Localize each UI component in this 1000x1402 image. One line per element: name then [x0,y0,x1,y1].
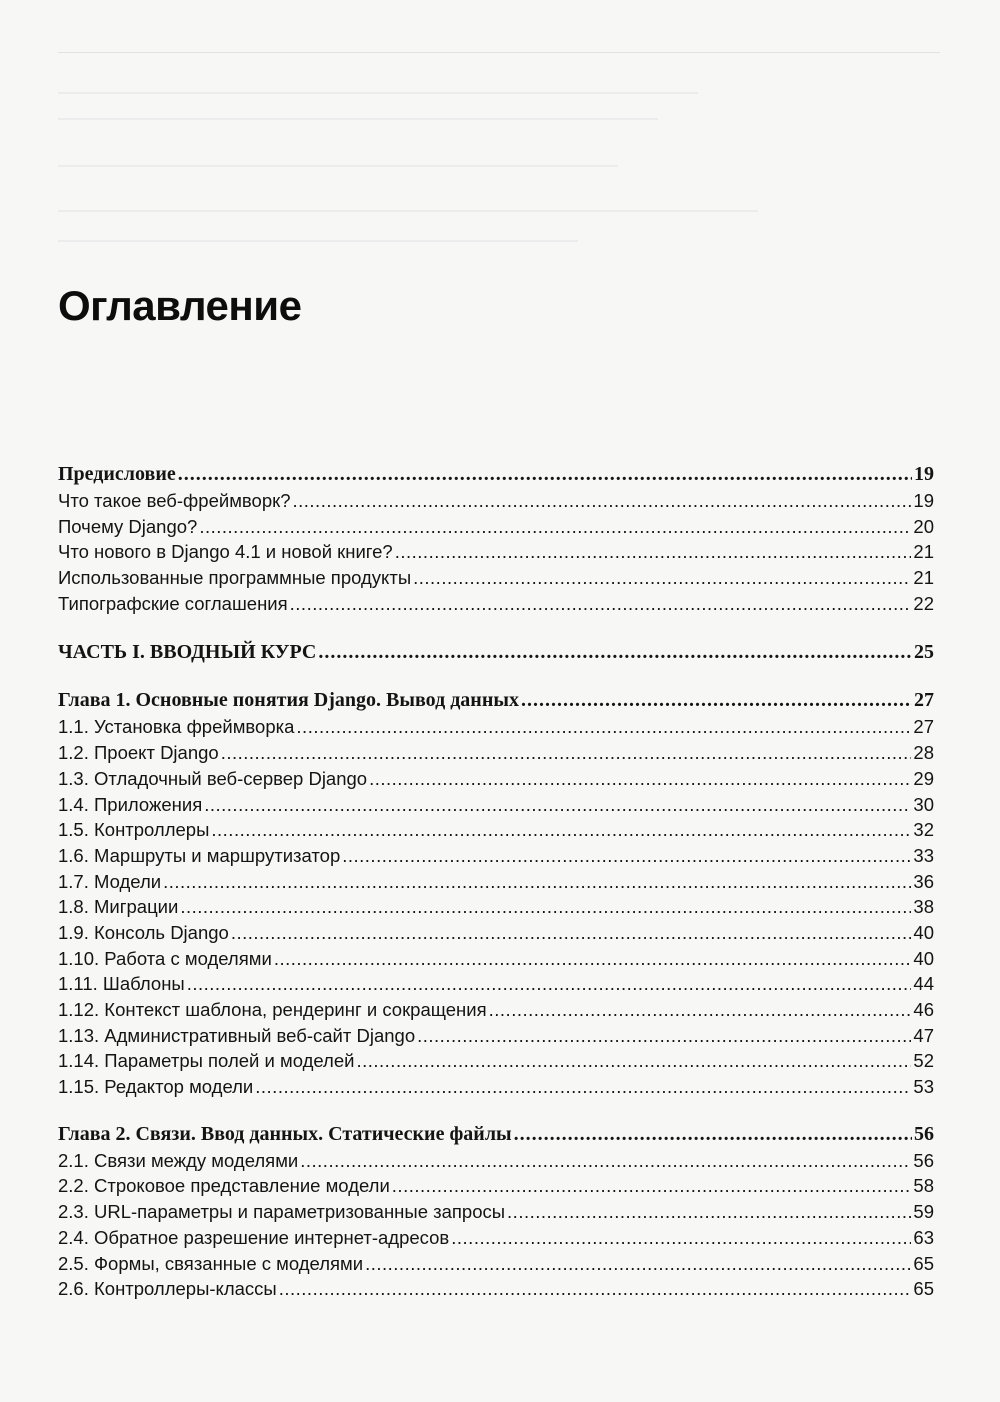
toc-entry [58,514,934,540]
toc-page-number: 21 [913,567,934,589]
toc-entry [58,1148,934,1174]
toc-entry-label: 1.15. Редактор модели [58,1076,254,1098]
dot-leader [296,714,911,740]
table-of-contents [58,460,934,1302]
dot-leader [514,1120,912,1148]
toc-page-number: 47 [913,1024,934,1046]
toc-page-number: 32 [913,819,934,841]
toc-entry [58,766,934,792]
toc-page-number: 27 [914,689,934,712]
toc-page-number: 56 [913,1149,934,1171]
toc-page-number: 44 [913,973,934,995]
toc-heading-entry [58,1120,934,1148]
toc-entry-label: 1.14. Параметры полей и моделей [58,1050,355,1072]
toc-entry [58,539,934,565]
dot-leader [279,1276,912,1302]
bleed-through-line [58,92,698,94]
toc-entry [58,997,934,1023]
toc-heading-entry [58,638,934,666]
toc-entry-label: Глава 2. Связи. Ввод данных. Статические файлы [58,1122,512,1145]
dot-leader [392,1173,912,1199]
toc-page-number: 19 [913,490,934,511]
toc-page-number: 20 [913,515,934,537]
dot-leader [489,997,912,1023]
toc-entry-label: Что такое веб-фреймворк? [58,490,291,511]
toc-entry [58,843,934,869]
bleed-through-line [58,240,578,242]
dot-leader [187,971,912,997]
toc-entry-label: 1.4. Приложения [58,793,203,815]
bleed-through-line [58,118,658,120]
bleed-through-line [58,165,618,167]
toc-entry-label: 2.1. Связи между моделями [58,1149,299,1171]
toc-entry [58,1251,934,1277]
toc-entry-label: Почему Django? [58,515,198,537]
toc-page-number: 40 [913,947,934,969]
page-title: Оглавление [58,282,302,329]
toc-page-number: 59 [913,1201,934,1223]
dot-leader [231,920,912,946]
toc-entry [58,714,934,740]
toc-entry [58,971,934,997]
toc-entry [58,1048,934,1074]
toc-entry [58,817,934,843]
toc-page-number: 46 [913,999,934,1020]
dot-leader [507,1199,911,1225]
toc-entry [58,946,934,972]
toc-page-number: 27 [913,716,934,738]
toc-entry-label: 1.7. Модели [58,870,162,892]
toc-entry-label: 1.12. Контекст шаблона, рендеринг и сокращения [58,999,487,1020]
dot-leader [199,514,911,540]
toc-entry [58,565,934,591]
toc-page-number: 38 [913,896,934,918]
dot-leader [274,946,912,972]
toc-page-number: 65 [913,1252,934,1274]
dot-leader [395,539,912,565]
toc-heading-entry [58,460,934,488]
dot-leader [369,766,911,792]
dot-leader [342,843,911,869]
toc-page-number: 36 [913,870,934,892]
bleed-through-header [58,36,940,53]
toc-entry [58,1074,934,1100]
dot-leader [318,638,912,666]
dot-leader [300,1148,911,1174]
toc-entry-label: 2.4. Обратное разрешение интернет-адресов [58,1226,450,1248]
dot-leader [178,460,912,488]
toc-entry [58,894,934,920]
toc-entry [58,488,934,514]
toc-entry [58,920,934,946]
toc-entry [58,869,934,895]
toc-page-number: 28 [913,742,934,764]
dot-leader [221,740,912,766]
toc-page-number: 56 [914,1122,934,1145]
toc-entry-label: 1.9. Консоль Django [58,921,229,943]
toc-page-number: 25 [914,641,934,664]
toc-entry-label: 2.3. URL-параметры и параметризованные запросы [58,1201,506,1223]
toc-page-number: 65 [913,1278,934,1300]
toc-entry-label: Типографские соглашения [58,592,288,614]
toc-entry-label: Что нового в Django 4.1 и новой книге? [58,541,393,563]
dot-leader [211,817,911,843]
bleed-through-line [58,210,758,212]
toc-page-number: 29 [913,767,934,789]
toc-page-number: 40 [913,921,934,943]
dot-leader [521,686,912,714]
toc-page-number: 33 [913,844,934,866]
toc-page-number: 53 [913,1076,934,1098]
toc-entry-label: Использованные программные продукты [58,567,412,589]
dot-leader [163,869,911,895]
toc-entry-label: 1.11. Шаблоны [58,973,185,995]
toc-page-number: 52 [913,1050,934,1072]
toc-entry-label: 1.8. Миграции [58,896,179,918]
toc-entry-label: 2.5. Формы, связанные с моделями [58,1252,364,1274]
toc-entry-label: 1.3. Отладочный веб-сервер Django [58,767,368,789]
toc-entry-label: Глава 1. Основные понятия Django. Вывод данных [58,689,519,712]
toc-entry [58,1173,934,1199]
toc-page-number: 19 [914,463,934,485]
toc-entry [58,1276,934,1302]
toc-entry-label: 2.2. Строковое представление модели [58,1175,390,1197]
dot-leader [290,591,912,617]
toc-entry-label: ЧАСТЬ I. ВВОДНЫЙ КУРС [58,641,317,664]
toc-entry-label: Предисловие [58,463,176,485]
toc-entry-label: 1.10. Работа с моделями [58,947,272,969]
toc-entry [58,740,934,766]
dot-leader [180,894,911,920]
dot-leader [417,1023,911,1049]
dot-leader [451,1225,911,1251]
toc-entry-label: 1.1. Установка фреймворка [58,716,295,738]
toc-entry [58,591,934,617]
toc-page-number: 63 [913,1226,934,1248]
dot-leader [204,792,911,818]
toc-entry-label: 1.6. Маршруты и маршрутизатор [58,844,341,866]
dot-leader [413,565,911,591]
toc-entry-label: 2.6. Контроллеры-классы [58,1278,277,1300]
toc-entry [58,1023,934,1049]
toc-entry-label: 1.5. Контроллеры [58,819,210,841]
toc-entry-label: 1.13. Административный веб-сайт Django [58,1024,416,1046]
dot-leader [356,1048,911,1074]
toc-entry-label: 1.2. Проект Django [58,742,219,764]
toc-entry [58,1199,934,1225]
dot-leader [365,1251,911,1277]
toc-page-number: 21 [913,541,934,563]
toc-entry [58,792,934,818]
toc-entry [58,1225,934,1251]
toc-page-number: 30 [913,793,934,815]
toc-page-number: 22 [913,592,934,614]
toc-page-number: 58 [913,1175,934,1197]
dot-leader [255,1074,911,1100]
dot-leader [293,488,912,514]
toc-heading-entry [58,686,934,714]
